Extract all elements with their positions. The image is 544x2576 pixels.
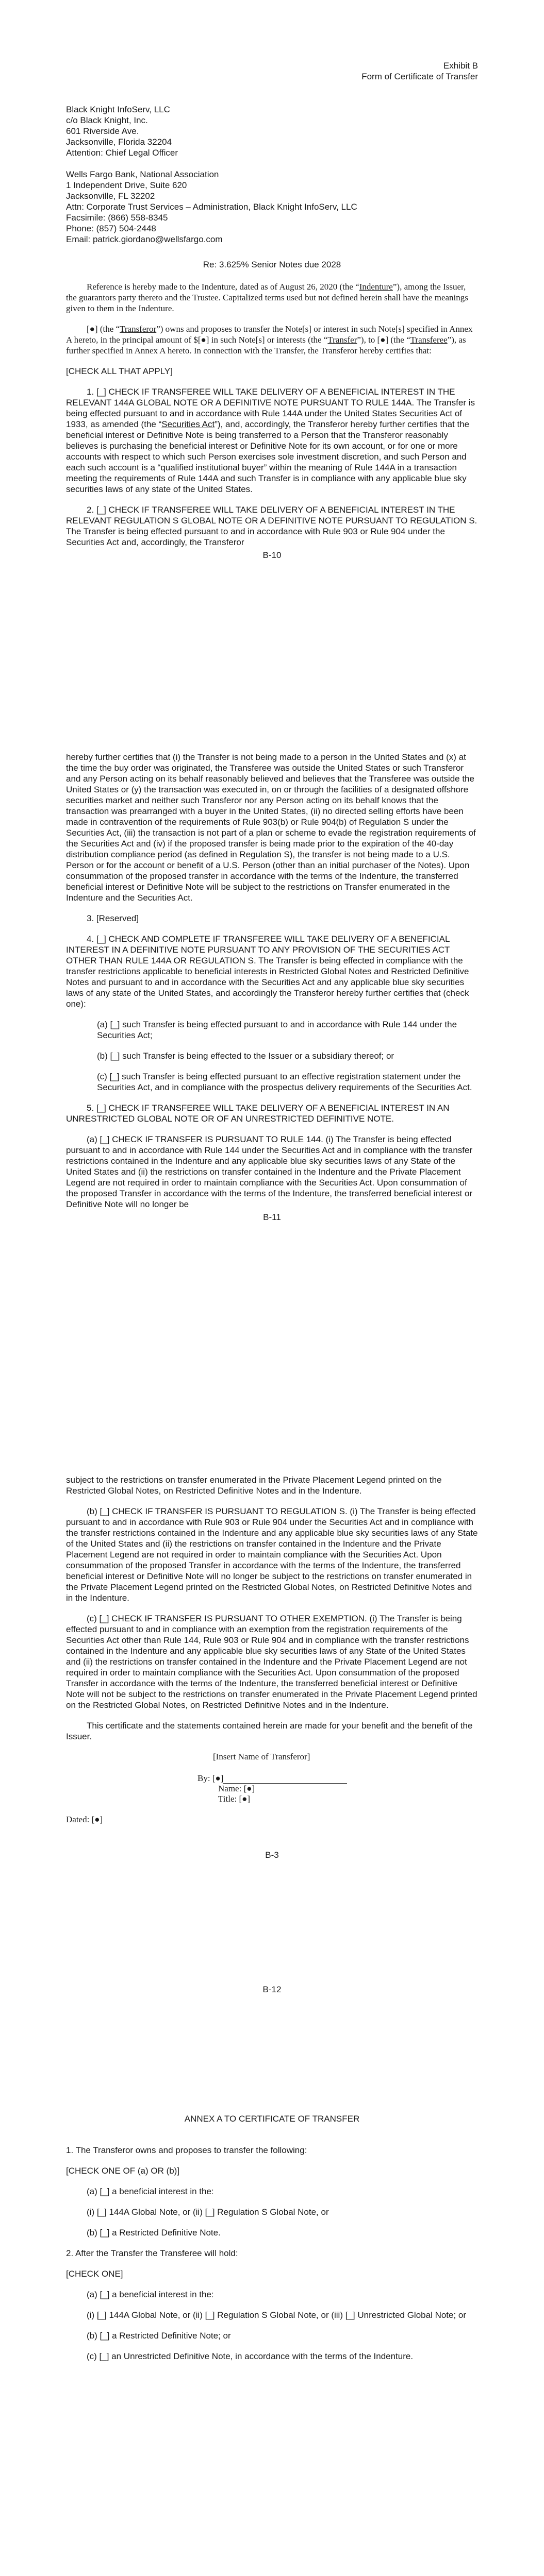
transfer-paragraph: [●] (the “Transferor”) owns and proposes to transfer the Note[s] or interest in such Note[s] specified in Annex A hereto, in the principal amount of $[●] in such Note[s] or interests (the “Transfer”), to [●] (the “Transferee”), as further specified in Annex A hereto. In connection with the Transfer, the Transferor hereby certifies that: bbox=[66, 324, 473, 355]
item-5a-rule-144: (a) [_] CHECK IF TRANSFER IS PURSUANT TO RULE 144. (i) The Transfer is being effected pursuant to and in accordance with Rule 144 under the Securities Act and in compliance with the transfer restrictions contained in the Indenture and any applicable blue sky securities laws of any State of the United States and (ii) the restrictions on transfer contained in the Indenture and the Private Placement Legend are not required in order to maintain compliance with the Securities Act. Upon consummation of the proposed Transfer in accordance with the terms of the Indenture, the transferred beneficial interest or Definitive Note will no longer be bbox=[66, 1134, 473, 1209]
address-line: Jacksonville, Florida 32204 bbox=[66, 137, 172, 147]
annex-q1-b: (b) [_] a Restricted Definitive Note. bbox=[87, 2228, 221, 2238]
signature-rule bbox=[223, 1776, 347, 1784]
address-line: Phone: (857) 504-2448 bbox=[66, 224, 156, 233]
page-b10 bbox=[66, 0, 478, 645]
page-b12 bbox=[66, 1337, 478, 2053]
address-line: Attention: Chief Legal Officer bbox=[66, 148, 178, 158]
address-line: Black Knight InfoServ, LLC bbox=[66, 105, 170, 114]
address-line: Jacksonville, FL 32202 bbox=[66, 191, 155, 201]
annex-q2-b: (b) [_] a Restricted Definitive Note; or bbox=[87, 2331, 231, 2341]
item-4-other-exemption: 4. [_] CHECK AND COMPLETE IF TRANSFEREE WILL TAKE DELIVERY OF A BENEFICIAL INTEREST IN A DEFINITIVE NOTE PURSUANT TO ANY PROVISION OF THE SECURITIES ACT OTHER THAN RULE 144A OR REGULATION S. The Transfer is being effected in compliance with the transfer restrictions applicable to beneficial interests in Restricted Global Notes and Restricted Definitive Notes and pursuant to and in accordance with the Securities Act and any applicable blue sky securities laws of any state of the United States, and accordingly the Transferor hereby further certifies that (check one): bbox=[66, 934, 469, 1009]
page-number: B-12 bbox=[262, 1985, 282, 1994]
page-b11 bbox=[66, 645, 478, 1337]
signature-block bbox=[66, 1752, 478, 1804]
item-2-continued: hereby further certifies that (i) the Transfer is not being made to a person in the United States and (x) at the time the buy order was originated, the Transferee was outside the United States or such Transferor and any Person acting on its behalf reasonably believed and believes that the Transferee was outside the United States or (y) the transaction was executed in, on or through the facilities of a designated offshore securities market and neither such Transferor nor any Person acting on its behalf knows that the transaction was prearranged with a buyer in the United States, (ii) no directed selling efforts have been made in contravention of the requirements of Rule 903(b) or Rule 904(b) of Regulation S under the Securities Act, (iii) the transaction is not part of a plan or scheme to evade the registration requirements of the Securities Act and (iv) if the proposed transfer is being made prior to the expiration of the 40-day distribution compliance period (as defined in Regulation S), the transfer is not being made to a U.S. Person or for the account or benefit of a U.S. Person (other than an initial purchaser of the Notes). Upon consummation of the proposed transfer in accordance with the terms of the Indenture, the transferred beneficial interest or Definitive Note will be subject to the restrictions on Transfer enumerated in the Indenture and the Securities Act. bbox=[66, 752, 476, 903]
defined-term: Indenture bbox=[359, 282, 393, 292]
item-4a-rule-144: (a) [_] such Transfer is being effected pursuant to and in accordance with Rule 144 under the Securities Act; bbox=[97, 1020, 457, 1040]
address-line: 601 Riverside Ave. bbox=[66, 126, 139, 136]
signature-line: By: [●] bbox=[197, 1773, 478, 1784]
annex-q2-a: (a) [_] a beneficial interest in the: bbox=[87, 2290, 214, 2299]
addressee-issuer bbox=[66, 104, 478, 158]
item-5a-continued: subject to the restrictions on transfer enumerated in the Private Placement Legend printed on the Restricted Global Notes, on Restricted Definitive Notes and in the Indenture. bbox=[66, 1475, 442, 1496]
item-1-rule-144a: 1. [_] CHECK IF TRANSFEREE WILL TAKE DELIVERY OF A BENEFICIAL INTEREST IN THE RELEVANT 144A GLOBAL NOTE OR A DEFINITIVE NOTE PURSUANT TO RULE 144A. The Transfer is being effected pursuant to and in accordance with Rule 144A under the United States Securities Act of 1933, as amended (the “Securities Act”), and, accordingly, the Transferor hereby further certifies that the beneficial interest or Definitive Note is being transferred to a Person that the Transferor reasonably believes is purchasing the beneficial interest or Definitive Note for its own account, or for one or more accounts with respect to which such Person exercises sole investment discretion, and such Person and each such account is a “qualified institutional buyer” within the meaning of Rule 144A in a transaction meeting the requirements of Rule 144A and such Transfer is in compliance with any applicable blue sky securities laws of any state of the United States. bbox=[66, 387, 475, 494]
signer-name: Name: [●] bbox=[218, 1784, 255, 1793]
annex-q2-c: (c) [_] an Unrestricted Definitive Note, in accordance with the terms of the Indenture. bbox=[87, 2351, 414, 2361]
page-number: B-11 bbox=[263, 1212, 281, 1222]
address-line: c/o Black Knight, Inc. bbox=[66, 115, 148, 125]
page-b13-annex-a bbox=[66, 2053, 478, 2576]
closing-statement: This certificate and the statements contained herein are made for your benefit and the benefit of the Issuer. bbox=[66, 1721, 473, 1741]
check-all-instruction: [CHECK ALL THAT APPLY] bbox=[66, 366, 173, 376]
item-4b-issuer: (b) [_] such Transfer is being effected to the Issuer or a subsidiary thereof; or bbox=[97, 1051, 394, 1061]
annex-q1-check: [CHECK ONE OF (a) OR (b)] bbox=[66, 2166, 180, 2176]
annex-title: ANNEX A TO CERTIFICATE OF TRANSFER bbox=[184, 2114, 360, 2124]
intro-paragraph: Reference is hereby made to the Indenture, dated as of August 26, 2020 (the “Indenture”), among the Issuer, the guarantors party thereto and the Trustee. Capitalized terms used but not defined herein shall have the meanings given to them in the Indenture. bbox=[66, 282, 468, 313]
address-line: Facsimile: (866) 558-8345 bbox=[66, 213, 168, 223]
defined-term: Transferee bbox=[410, 335, 448, 345]
annex-q1-a: (a) [_] a beneficial interest in the: bbox=[87, 2187, 214, 2196]
item-3-reserved: 3. [Reserved] bbox=[87, 913, 139, 923]
addressee-trustee bbox=[66, 169, 478, 245]
annex-q2-a-options: (i) [_] 144A Global Note, or (ii) [_] Regulation S Global Note, or (iii) [_] Unrestricted Global Note; or bbox=[87, 2310, 467, 2320]
annex-q1: 1. The Transferor owns and proposes to transfer the following: bbox=[66, 2145, 307, 2155]
form-title: Form of Certificate of Transfer bbox=[361, 72, 478, 81]
item-5-unrestricted: 5. [_] CHECK IF TRANSFEREE WILL TAKE DELIVERY OF A BENEFICIAL INTEREST IN AN UNRESTRICTED GLOBAL NOTE OR OF AN UNRESTRICTED DEFINITIVE NOTE. bbox=[66, 1103, 450, 1124]
address-line: Email: patrick.giordano@wellsfargo.com bbox=[66, 234, 223, 244]
signer-title: Title: [●] bbox=[218, 1794, 251, 1804]
defined-term: Securities Act bbox=[161, 419, 215, 429]
defined-term: Transferor bbox=[120, 324, 157, 334]
annex-q2-check: [CHECK ONE] bbox=[66, 2269, 123, 2279]
defined-term: Transfer bbox=[327, 335, 357, 345]
item-5b-regulation-s: (b) [_] CHECK IF TRANSFER IS PURSUANT TO REGULATION S. (i) The Transfer is being effected pursuant to and in accordance with Rule 903 or Rule 904 under the Securities Act and in compliance with the transfer restrictions contained in the Indenture and any applicable blue sky securities laws of any State of the United States and (ii) the restrictions on transfer contained in the Indenture and the Private Placement Legend are not required in order to maintain compliance with the Securities Act. Upon consummation of the proposed Transfer in accordance with the terms of the Indenture, the transferred beneficial interest or Definitive Note will no longer be subject to the restrictions on transfer enumerated in the Private Placement Legend printed on the Restricted Global Notes, on Restricted Definitive Notes and in the Indenture. bbox=[66, 1506, 478, 1603]
dated-line: Dated: [●] bbox=[66, 1815, 103, 1824]
page-number: B-10 bbox=[262, 550, 282, 560]
item-4c-registration: (c) [_] such Transfer is being effected pursuant to an effective registration statement under the Securities Act, and in compliance with the prospectus delivery requirements of the Securities Act. bbox=[97, 1072, 472, 1092]
address-line: Attn: Corporate Trust Services – Administration, Black Knight InfoServ, LLC bbox=[66, 202, 357, 212]
item-2-regulation-s: 2. [_] CHECK IF TRANSFEREE WILL TAKE DELIVERY OF A BENEFICIAL INTEREST IN THE RELEVANT REGULATION S GLOBAL NOTE OR A DEFINITIVE NOTE PURSUANT TO REGULATION S. The Transfer is being effected pursuant to and in accordance with Rule 903 or Rule 904 under the Securities Act and, accordingly, the Transferor bbox=[66, 505, 477, 547]
page-number-b3: B-3 bbox=[265, 1850, 279, 1860]
transferor-name-placeholder: [Insert Name of Transferor] bbox=[213, 1752, 310, 1761]
annex-q2: 2. After the Transfer the Transferee will hold: bbox=[66, 2248, 238, 2258]
annex-q1-a-options: (i) [_] 144A Global Note, or (ii) [_] Regulation S Global Note, or bbox=[87, 2207, 329, 2217]
address-line: 1 Independent Drive, Suite 620 bbox=[66, 180, 187, 190]
exhibit-label: Exhibit B bbox=[443, 61, 478, 71]
address-line: Wells Fargo Bank, National Association bbox=[66, 170, 219, 179]
item-5c-other-exemption: (c) [_] CHECK IF TRANSFER IS PURSUANT TO OTHER EXEMPTION. (i) The Transfer is being effected pursuant to and in compliance with an exemption from the registration requirements of the Securities Act other than Rule 144, Rule 903 or Rule 904 and in compliance with the transfer restrictions contained in the Indenture and any applicable blue sky securities laws of any State of the United States and (ii) the restrictions on transfer contained in the Indenture and the Private Placement Legend are not required in order to maintain compliance with the Securities Act. Upon consummation of the proposed Transfer in accordance with the terms of the Indenture, the transferred beneficial interest or Definitive Note will not be subject to the restrictions on transfer enumerated in the Private Placement Legend printed on the Restricted Global Notes, on Restricted Definitive Notes and in the Indenture. bbox=[66, 1614, 477, 1710]
re-line: Re: 3.625% Senior Notes due 2028 bbox=[203, 260, 341, 269]
